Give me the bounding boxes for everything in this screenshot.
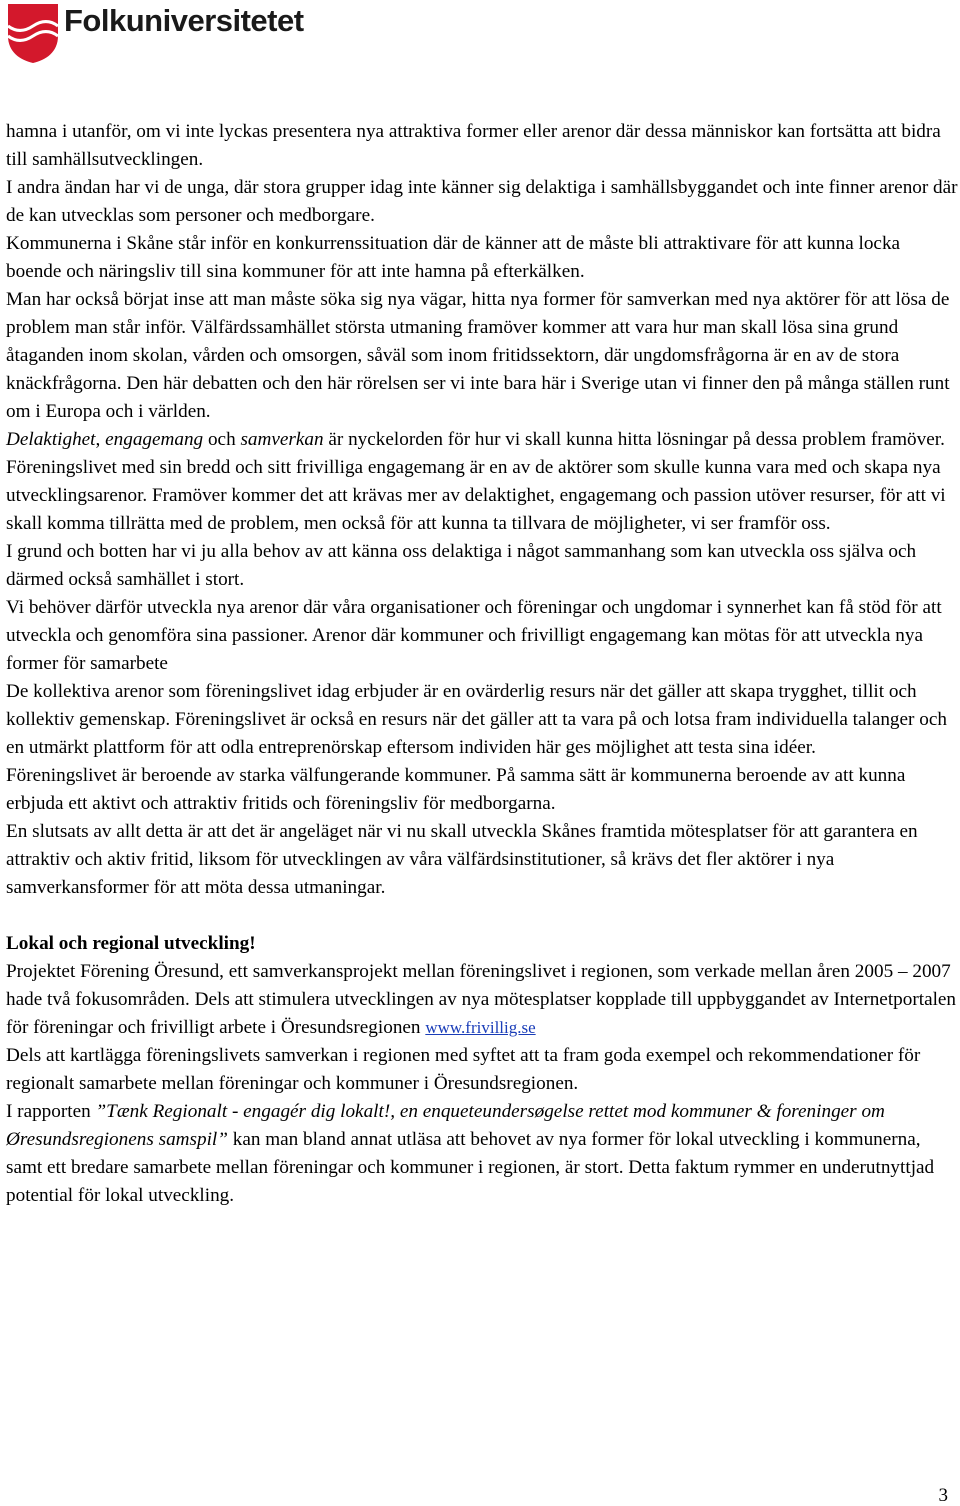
section-heading: Lokal och regional utveckling! bbox=[6, 933, 256, 954]
keyword-separator: , bbox=[95, 429, 106, 450]
keywords-rest: är nyckelorden för hur vi skall kunna hitta lösningar på dessa problem framöver. bbox=[323, 429, 945, 450]
logo-text: Folkuniversitetet bbox=[64, 3, 304, 38]
paragraph bbox=[6, 1098, 958, 1210]
keyword-samverkan: samverkan bbox=[240, 429, 324, 450]
keyword-delaktighet: Delaktighet bbox=[6, 429, 96, 450]
project-text: Projektet Förening Öresund, ett samverkansprojekt mellan föreningslivet i regionen, som verkade mellan åren 2005 – 2007 hade två fokusområden. Dels att stimulera utvecklingen av nya mötesplatser kopplade till uppbyggandet av Internetportalen för föreningar och frivilligt arbete i Öresundsregionen bbox=[6, 961, 957, 1038]
keywords-paragraph bbox=[6, 426, 958, 454]
paragraph: Föreningslivet är beroende av starka välfungerande kommuner. På samma sätt är kommunerna beroende av att kunna erbjuda ett aktivt och attraktiv fritids och föreningsliv för medborgarna. bbox=[6, 765, 906, 814]
paragraph: I grund och botten har vi ju alla behov av att känna oss delaktiga i något sammanhang som kan utveckla oss själva och därmed också samhället i stort. bbox=[6, 541, 917, 590]
paragraph bbox=[6, 958, 958, 1042]
keyword-separator: och bbox=[203, 429, 241, 450]
page-number: 3 bbox=[938, 1485, 948, 1506]
header bbox=[6, 2, 304, 66]
spacer bbox=[6, 902, 958, 930]
paragraph: Vi behöver därför utveckla nya arenor där våra organisationer och föreningar och ungdomar i synnerhet kan få stöd för att utveckla och genomföra sina passioner. Arenor där kommuner och frivilligt engagemang kan mötas för att utveckla nya former för samarbete bbox=[6, 597, 942, 674]
keyword-engagemang: engagemang bbox=[105, 429, 204, 450]
paragraph: En slutsats av allt detta är att det är angeläget när vi nu skall utveckla Skånes framtida mötesplatser för att garantera en attraktiv och aktiv fritid, liksom för utvecklingen av våra välfärdsinstitutioner, så krävs det fler aktörer i nya samverkansformer för att möta dessa utmaningar. bbox=[6, 821, 918, 898]
paragraph: Föreningslivet med sin bredd och sitt frivilliga engagemang är en av de aktörer som skulle kunna vara med och skapa nya utvecklingsarenor. Framöver kommer det att krävas mer av delaktighet, engagemang och passion utöver resurser, för att vi skall komma tillrätta med de problem, men också för att kunna ta tillvara de möjligheter, vi ser framför oss. bbox=[6, 457, 946, 534]
report-intro: I rapporten bbox=[6, 1101, 96, 1122]
folkuniversitetet-shield-icon bbox=[6, 2, 60, 64]
paragraph: Dels att kartlägga föreningslivets samverkan i regionen med syftet att ta fram goda exempel och rekommendationer för regionalt samarbete mellan föreningar och kommuner i Öresundsregionen. bbox=[6, 1045, 921, 1094]
paragraph: hamna i utanför, om vi inte lyckas presentera nya attraktiva former eller arenor där dessa människor kan fortsätta att bidra till samhällsutvecklingen. bbox=[6, 121, 941, 170]
report-title: ”Tænk Regionalt - engagér dig lokalt!, en enqueteundersøgelse rettet mod kommuner & foreninger om Øresundsregionens samspil” bbox=[6, 1101, 885, 1150]
paragraph: I andra ändan har vi de unga, där stora grupper idag inte känner sig delaktiga i samhällsbyggandet och inte finner arenor där de kan utvecklas som personer och medborgare. bbox=[6, 177, 958, 226]
report-text: kan man bland annat utläsa att behovet av nya former för lokal utveckling i kommunerna, samt ett bredare samarbete mellan föreningar och kommuner i regionen, är stort. Detta faktum rymmer en underutnyttjad potential för lokal utveckling. bbox=[6, 1129, 935, 1206]
frivillig-link[interactable]: www.frivillig.se bbox=[425, 1018, 536, 1037]
document-body bbox=[6, 118, 958, 1210]
paragraph: De kollektiva arenor som föreningslivet idag erbjuder är en ovärderlig resurs när det gäller att skapa trygghet, tillit och kollektiv gemenskap. Föreningslivet är också en resurs när det gäller att ta vara på och lotsa fram individuella talanger och en utmärkt plattform för att odla entreprenörskap eftersom individen här ges möjlighet att testa sina idéer. bbox=[6, 681, 947, 758]
paragraph: Kommunerna i Skåne står inför en konkurrenssituation där de känner att de måste bli attraktivare för att kunna locka boende och näringsliv till sina kommuner för att inte hamna på efterkälken. bbox=[6, 233, 901, 282]
paragraph: Man har också börjat inse att man måste söka sig nya vägar, hitta nya former för samverkan med nya aktörer för att lösa de problem man står inför. Välfärdssamhället största utmaning framöver kommer att vara hur man skall lösa sina grund åtaganden inom skolan, vården och omsorgen, såväl som inom fritidssektorn, där ungdomsfrågorna är en av de stora knäckfrågorna. Den här debatten och den här rörelsen ser vi inte bara här i Sverige utan vi finner den på många ställen runt om i Europa och i världen. bbox=[6, 289, 950, 422]
